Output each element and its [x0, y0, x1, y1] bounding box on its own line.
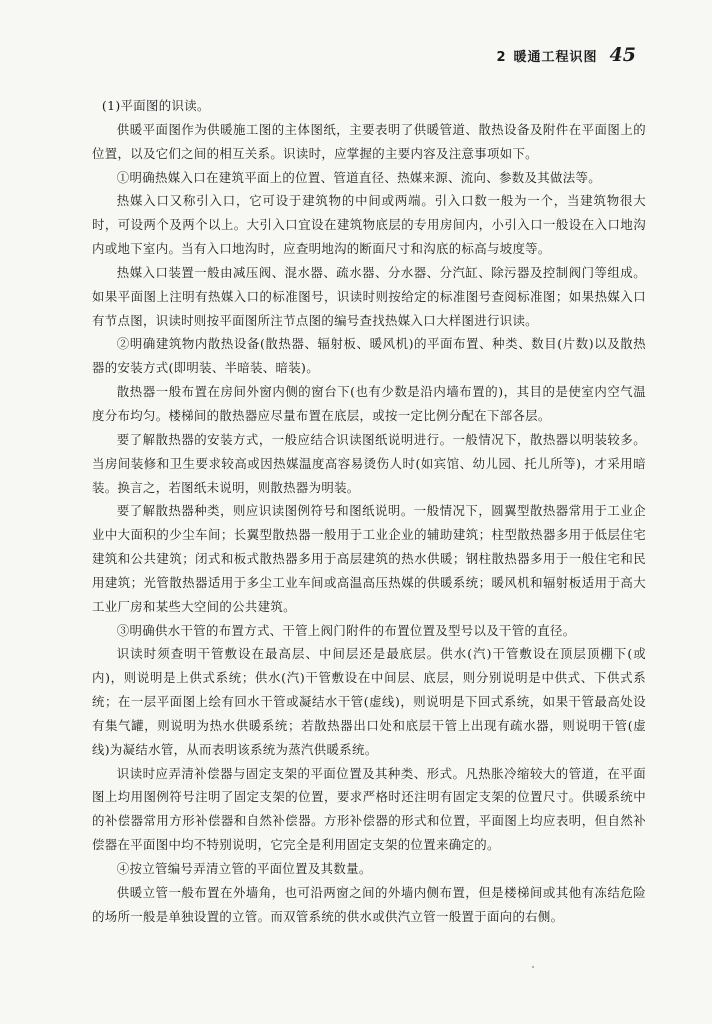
- point-3-supply-mains: ③明确供水干管的布置方式、干管上阀门附件的布置位置及型号以及干管的直径。: [116, 622, 576, 638]
- page-number: 45: [609, 44, 636, 66]
- chapter-title: 暖通工程识图: [513, 50, 598, 65]
- paragraph-compensators: 识读时应弄清补偿器与固定支架的平面位置及其种类、形式。凡热胀冷缩较大的管道，在平面图上均用图例符号注明了固定支架的位置，要求严格时还注明有固定支架的位置尺寸。供暖系统中的补偿器常用方形补偿器和自然补偿器。方形补偿器的形式和位置，平面图上均应表明，但自然补偿器在平面图中均不特别说明，它完全是利用固定支架的位置来确定的。: [92, 765, 646, 853]
- section-heading-plan-reading: (1)平面图的识读。: [101, 98, 210, 113]
- paragraph-inlet-devices: 热媒入口装置一般由减压阀、混水器、疏水器、分水器、分汽缸、除污器及控制阀门等组成。如果平面图上注明有热媒入口的标准图号，识读时则按给定的标准图号查阅标准图；如果热媒入口有节点图，识读时则按平面图所注节点图的编号查找热媒入口大样图进行识读。: [92, 264, 646, 328]
- paragraph-radiator-placement: 散热器一般布置在房间外窗内侧的窗台下(也有少数是沿内墙布置的)，其目的是使室内空气温度分布均匀。楼梯间的散热器应尽量布置在底层，或按一定比例分配在下部各层。: [92, 384, 646, 423]
- point-4-risers: ④按立管编号弄清立管的平面位置及其数量。: [116, 861, 372, 876]
- point-1-heat-inlet: ①明确热媒入口在建筑平面上的位置、管道直径、热媒来源、流向、参数及其做法等。: [116, 169, 601, 185]
- running-header: [496, 44, 636, 66]
- paragraph-inlet-location: 热媒入口又称引入口，它可设于建筑物的中间或两端。引入口数一般为一个，当建筑物很大时，可设两个及两个以上。大引入口宜设在建筑物底层的专用房间内，小引入口一般设在入口地沟内或地下室内。当有入口地沟时，应查明地沟的断面尺寸和沟底的标高与坡度等。: [92, 193, 646, 257]
- body-text: [92, 94, 646, 929]
- scan-speck: [532, 966, 534, 968]
- chapter-number: 2: [496, 50, 506, 65]
- paragraph-riser-placement: 供暖立管一般布置在外墙角，也可沿两窗之间的外墙内侧布置，但是楼梯间或其他有冻结危险的场所一般是单独设置的立管。而双管系统的供水或供汽立管一般置于面向的右侧。: [92, 884, 646, 924]
- paragraph-radiator-types: 要了解散热器种类，则应识读图例符号和图纸说明。一般情况下，圆翼型散热器常用于工业企业中大面积的少尘车间；长翼型散热器一般用于工业企业的辅助建筑；柱型散热器多用于低层住宅建筑和公共建筑；闭式和板式散热器多用于高层建筑的热水供暖；钢柱散热器多用于一般住宅和民用建筑；光管散热器适用于多尘工业车间或高温高压热媒的供暖系统；暖风机和辐射板适用于高大工业厂房和某些大空间的公共建筑。: [92, 503, 646, 614]
- paragraph-intro: 供暖平面图作为供暖施工图的主体图纸，主要表明了供暖管道、散热设备及附件在平面图上的位置，以及它们之间的相互关系。识读时，应掌握的主要内容及注意事项如下。: [92, 121, 646, 161]
- paragraph-radiator-installation: 要了解散热器的安装方式，一般应结合识读图纸说明进行。一般情况下，散热器以明装较多。当房间装修和卫生要求较高或因热媒温度高容易烫伤人时(如宾馆、幼儿园、托儿所等)，才采用暗装。换言之，若图纸未说明，则散热器为明装。: [92, 431, 646, 495]
- paragraph-main-systems: 识读时须查明干管敷设在最高层、中间层还是最底层。供水(汽)干管敷设在顶层顶棚下(或内)，则说明是上供式系统；供水(汽)干管敷设在中间层、底层，则分别说明是中供式、下供式系统；在一层平面图上绘有回水干管或凝结水干管(虚线)，则说明是下回式系统，如果干管最高处设有集气罐，则说明为热水供暖系统；若散热器出口处和底层干管上出现有疏水器，则说明干管(虚线)为凝结水管，从而表明该系统为蒸汽供暖系统。: [92, 646, 646, 757]
- point-2-radiators: ②明确建筑物内散热设备(散热器、辐射板、暖风机)的平面布置、种类、数目(片数)以及散热器的安装方式(即明装、半暗装、暗装)。: [92, 336, 646, 376]
